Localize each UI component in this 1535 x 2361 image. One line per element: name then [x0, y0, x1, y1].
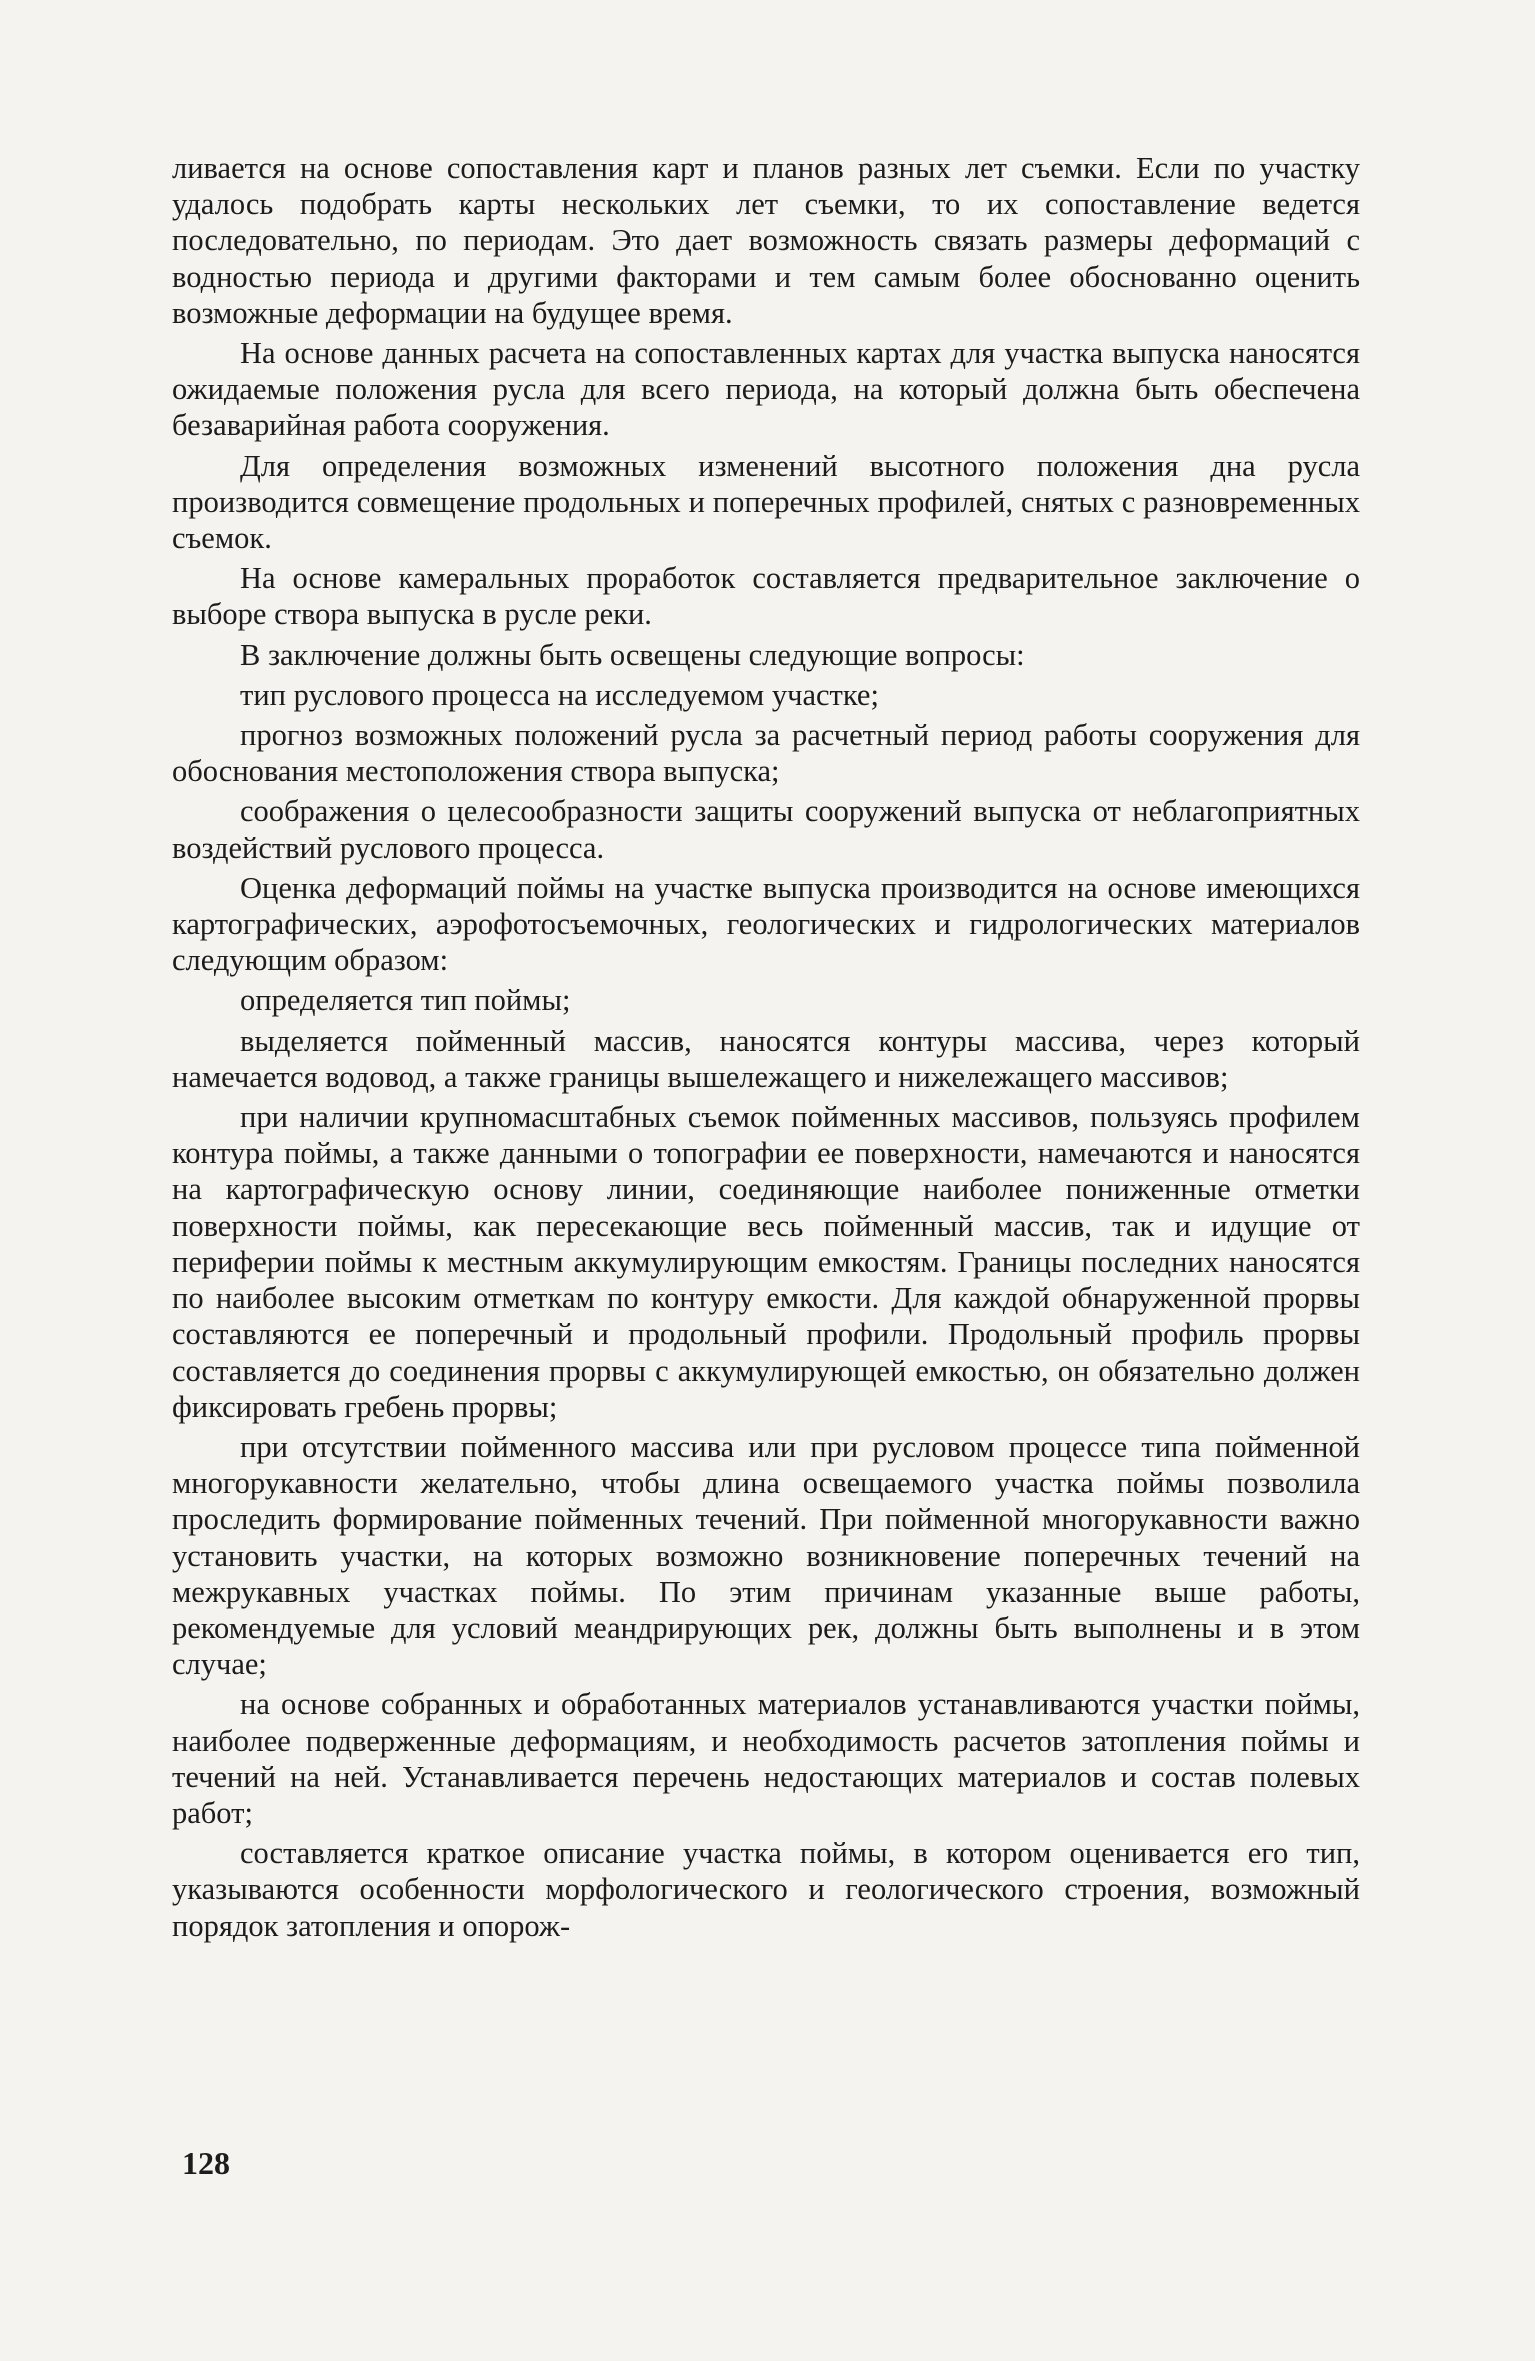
paragraph: выделяется пойменный массив, наносятся контуры массива, через который намечается водовод, а также границы вышележащего и нижележащего массивов;	[172, 1023, 1360, 1094]
paragraph: На основе камеральных проработок составляется предварительное заключение о выборе створа выпуска в русле реки.	[172, 561, 1360, 632]
paragraph: На основе данных расчета на сопоставленных картах для участка выпуска наносятся ожидаемые положения русла для всего периода, на который должна быть обеспечена безаварийная работа сооружения.	[172, 336, 1360, 443]
paragraph: при отсутствии пойменного массива или при русловом процессе типа пойменной многорукавности желательно, чтобы длина освещаемого участка поймы позволила проследить формирование пойменных течений. При пойменной многорукавности важно установить участки, на которых возможно возникновение поперечных течений на межрукавных участках поймы. По этим причинам указанные выше работы, рекомендуемые для условий меандрирующих рек, должны быть выполнены и в этом случае;	[172, 1429, 1360, 1682]
paragraph: при наличии крупномасштабных съемок пойменных массивов, пользуясь профилем контура поймы, а также данными о топографии ее поверхности, намечаются и наносятся на картографическую основу линии, соединяющие наиболее пониженные отметки поверхности поймы, как пересекающие весь пойменный массив, так и идущие от периферии поймы к местным аккумулирующим емкостям. Границы последних наносятся по наиболее высоким отметкам по контуру емкости. Для каждой обнаруженной прорвы составляются ее поперечный и продольный профили. Продольный профиль прорвы составляется до соединения прорвы с аккумулирующей емкостью, он обязательно должен фиксировать гребень прорвы;	[172, 1100, 1360, 1424]
paragraph: соображения о целесообразности защиты сооружений выпуска от неблагоприятных воздействий руслового процесса.	[172, 794, 1360, 865]
paragraph: прогноз возможных положений русла за расчетный период работы сооружения для обоснования местоположения створа выпуска;	[172, 718, 1360, 789]
paragraph: Оценка деформаций поймы на участке выпуска производится на основе имеющихся картографических, аэрофотосъемочных, геологических и гидрологических материалов следующим образом:	[172, 870, 1360, 978]
page-number: 128	[182, 2145, 230, 2181]
paragraph: тип руслового процесса на исследуемом участке;	[240, 677, 879, 712]
page-body	[172, 150, 1360, 1948]
paragraph: В заключение должны быть освещены следующие вопросы:	[240, 637, 1025, 672]
paragraph: определяется тип поймы;	[240, 983, 571, 1018]
paragraph: составляется краткое описание участка поймы, в котором оценивается его тип, указываются особенности морфологического и геологического строения, возможный порядок затопления и опорож-	[172, 1836, 1360, 1943]
paragraph: ливается на основе сопоставления карт и планов разных лет съемки. Если по участку удалось подобрать карты нескольких лет съемки, то их сопоставление ведется последовательно, по периодам. Это дает возможность связать размеры деформаций с водностью периода и другими факторами и тем самым более обоснованно оценить возможные деформации на будущее время.	[172, 151, 1360, 330]
paragraph: Для определения возможных изменений высотного положения дна русла производится совмещение продольных и поперечных профилей, снятых с разновременных съемок.	[172, 448, 1360, 556]
paragraph: на основе собранных и обработанных материалов устанавливаются участки поймы, наиболее подверженные деформациям, и необходимость расчетов затопления поймы и течений на ней. Устанавливается перечень недостающих материалов и состав полевых работ;	[172, 1687, 1360, 1830]
